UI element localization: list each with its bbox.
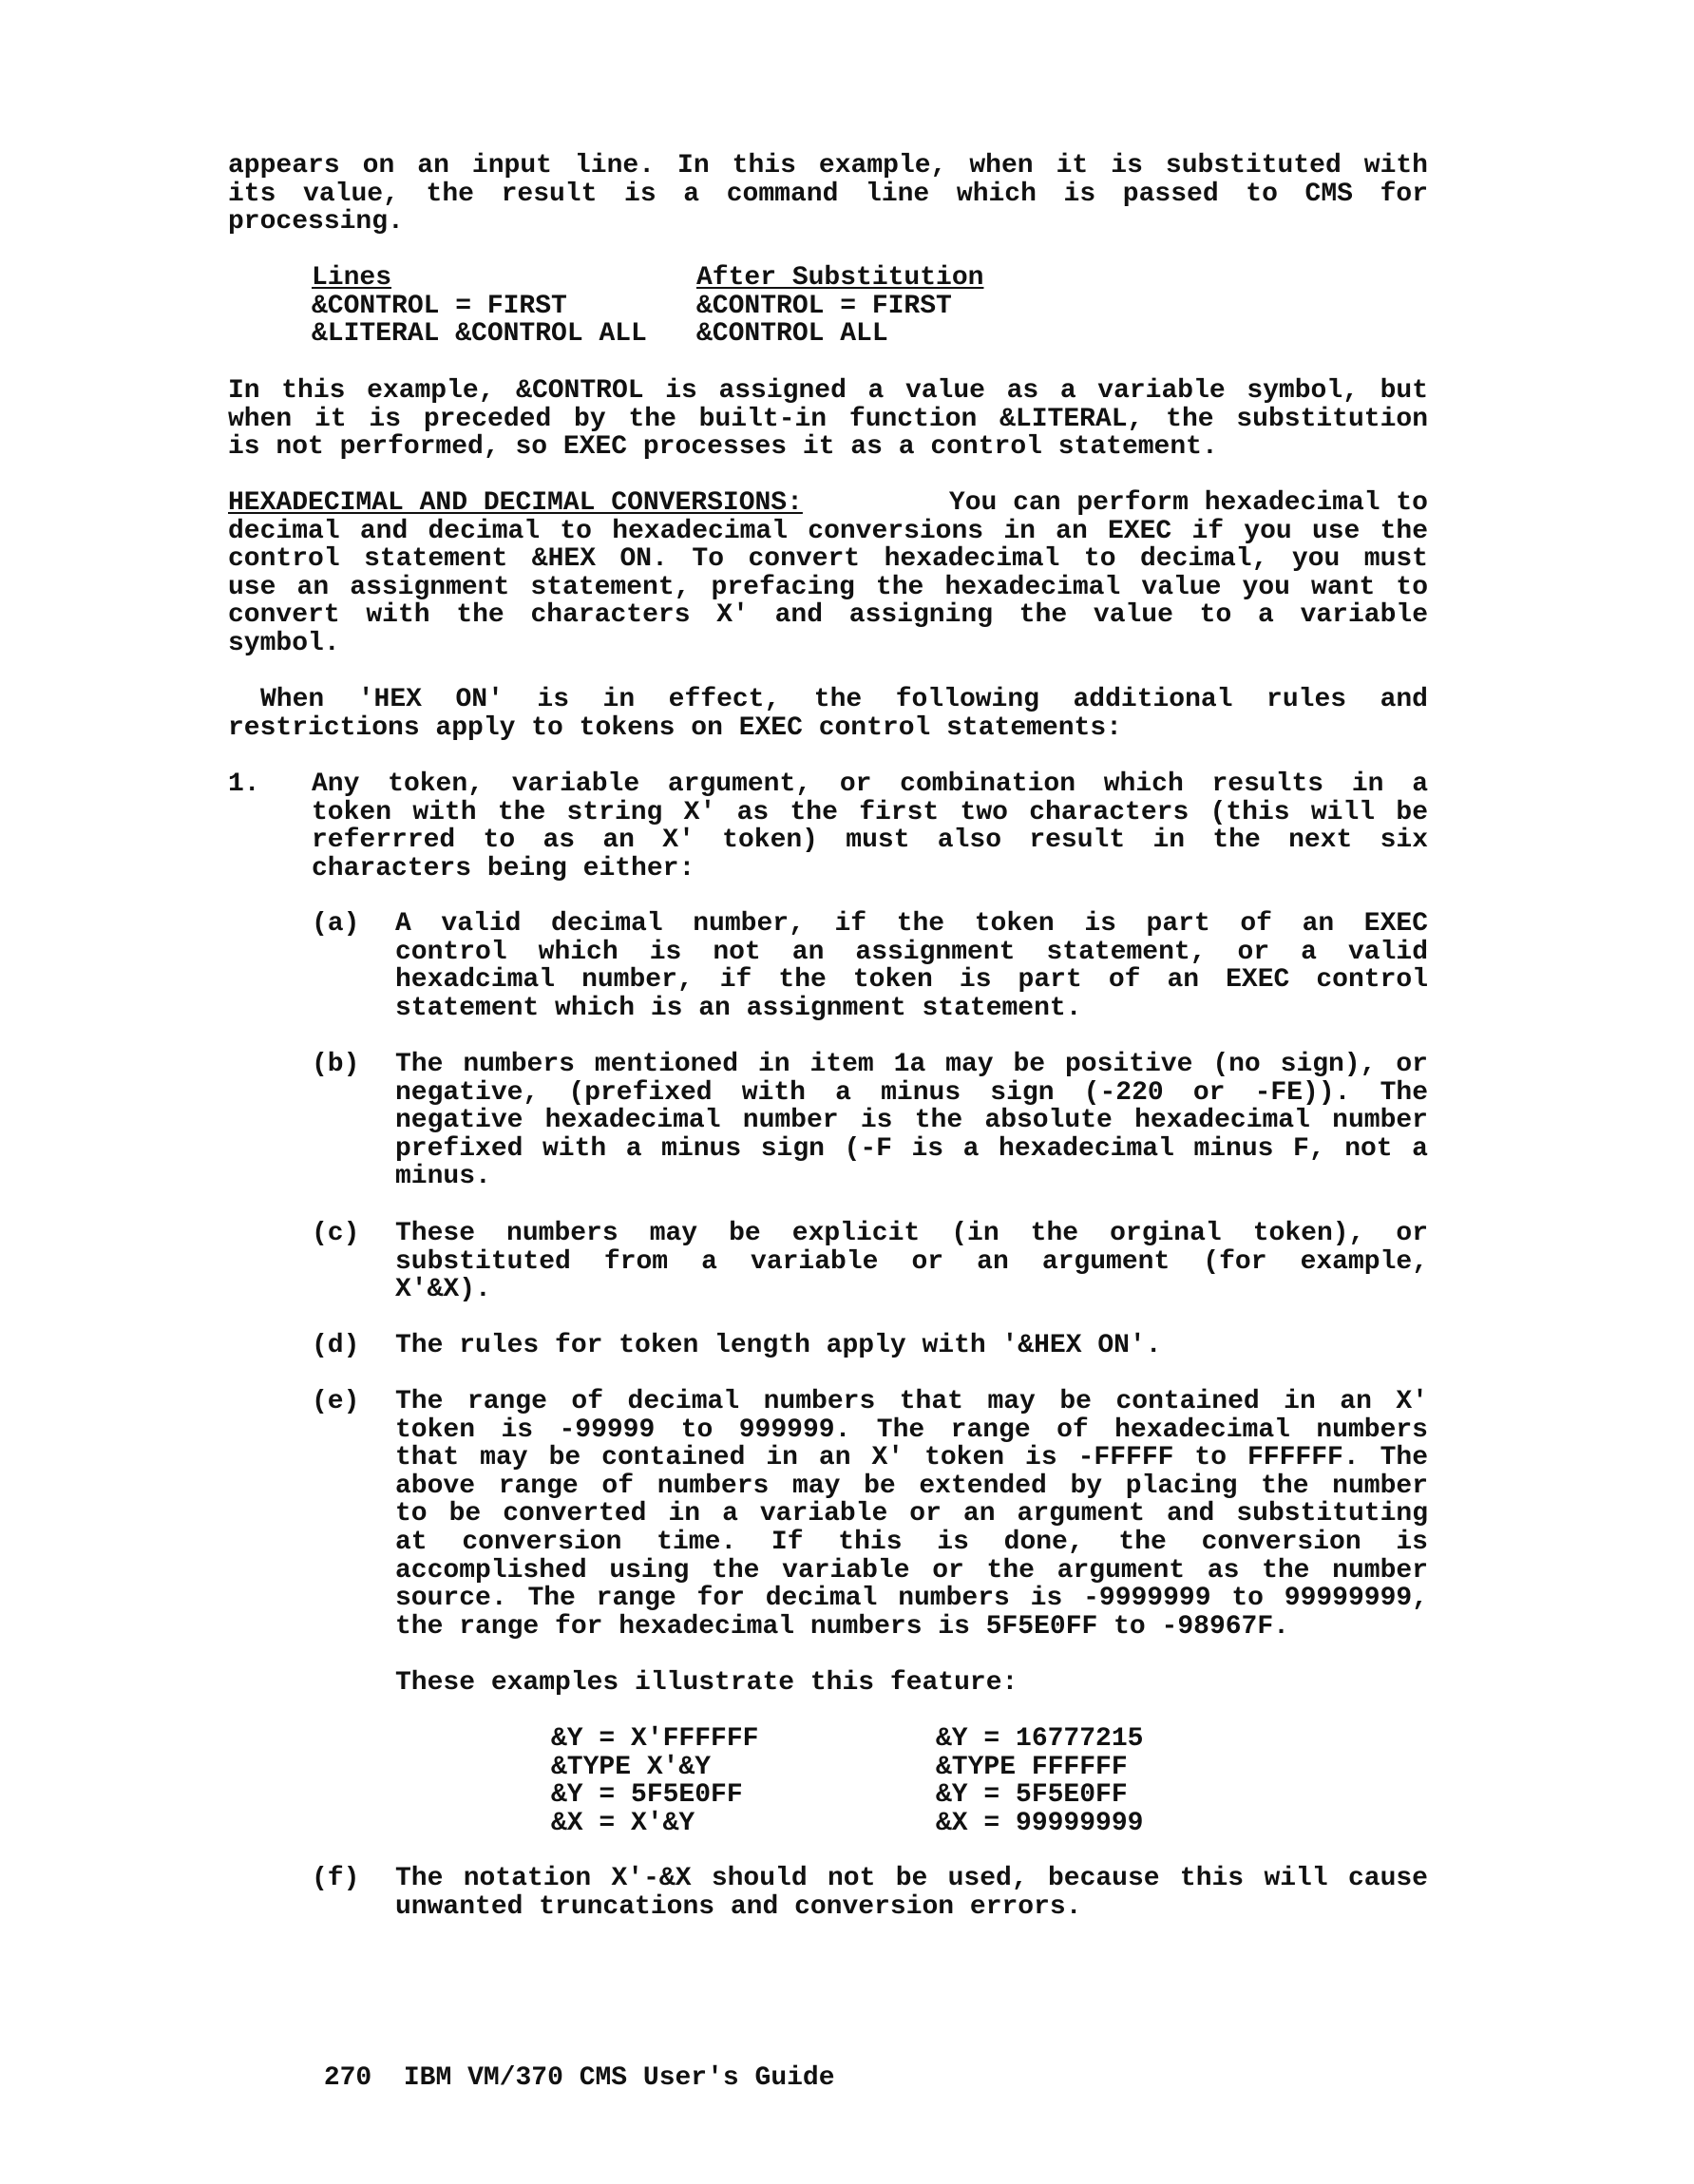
table-header-after: After Substitution [696,263,984,293]
intro-line: its value, the result is a command line which is passed to CMS for [228,179,1428,209]
table-cell: &LITERAL &CONTROL ALL [312,319,647,350]
subitem-line: The rules for token length apply with '&HEX ON'. [395,1331,1162,1360]
paragraph-line: You can perform hexadecimal to [948,488,1428,518]
subitem-label: (c) [312,1219,360,1248]
subitem-line: negative hexadecimal number is the absolute hexadecimal number [395,1106,1428,1136]
subitem-line: unwanted truncations and conversion errors. [395,1891,1082,1922]
subitem-f [395,1865,1428,1921]
when-paragraph [228,686,1428,742]
subitem-line: above range of numbers may be extended by placing the number [395,1471,1428,1501]
paragraph-line: restrictions apply to tokens on EXEC control statements: [228,712,1122,743]
example-table [312,264,1072,350]
paragraph-line: decimal and decimal to hexadecimal conversions in an EXEC if you use the [228,516,1428,546]
subitem-line: The range of decimal numbers that may be contained in an X' [395,1387,1428,1416]
subitem-line: control which is not an assignment statement, or a valid [395,937,1428,967]
examples-table [551,1725,1216,1839]
footer-title: IBM VM/370 CMS User's Guide [403,2062,835,2093]
subitem-line: to be converted in a variable or an argument and substituting [395,1499,1428,1529]
list-item-line: characters being either: [312,853,695,883]
subitem-a [395,910,1428,1022]
subitem-line: minus. [395,1162,491,1192]
hex-paragraph [228,489,1428,658]
subitem-line: negative, (prefixed with a minus sign (-220 or -FE)). The [395,1077,1428,1108]
subitem-line: accomplished using the variable or the argument as the number [395,1555,1428,1586]
subitem-b [395,1051,1428,1191]
paragraph-line: In this example, &CONTROL is assigned a value as a variable symbol, but [228,376,1428,406]
subitem-line: X'&X). [395,1275,491,1305]
example-cell: &Y = 5F5E0FF [936,1780,1128,1811]
intro-line: processing. [228,207,404,237]
paragraph-line: when it is preceded by the built-in function &LITERAL, the substitution [228,404,1428,434]
subitem-line: hexadcimal number, if the token is part of an EXEC control [395,965,1428,996]
subitem-line: statement which is an assignment statement. [395,993,1082,1023]
paragraph-line: When 'HEX ON' is in effect, the following additional rules and [260,685,1428,714]
paragraph-line: convert with the characters X' and assigning the value to a variable [228,600,1428,631]
page-number: 270 [323,2062,372,2093]
examples-intro: These examples illustrate this feature: [395,1668,1018,1698]
paragraph-line: symbol. [228,628,340,658]
table-header-lines: Lines [312,263,392,293]
list-item-line: Any token, variable argument, or combination which results in a [312,769,1428,799]
intro-paragraph [228,152,1428,237]
subitem-label: (f) [312,1864,360,1893]
list-item-line: referrred to as an X' token) must also result in the next six [312,826,1428,856]
example-cell: &Y = 5F5E0FF [551,1780,743,1811]
subitem-line: These numbers may be explicit (in the orginal token), or [395,1219,1428,1248]
paragraph-line: control statement &HEX ON. To convert hexadecimal to decimal, you must [228,544,1428,575]
table-cell: &CONTROL ALL [696,319,888,350]
subitem-label: (a) [312,909,360,939]
subitem-line: The numbers mentioned in item 1a may be positive (no sign), or [395,1050,1428,1079]
subitem-label: (e) [312,1387,360,1416]
paragraph-line: is not performed, so EXEC processes it as a control statement. [228,432,1218,463]
subitem-line: the range for hexadecimal numbers is 5F5E0FF to -98967F. [395,1611,1289,1642]
subitem-line: A valid decimal number, if the token is part of an EXEC [395,909,1428,939]
subitem-line: source. The range for decimal numbers is -9999999 to 99999999, [395,1584,1428,1614]
paragraph-control [228,377,1428,462]
subitem-line: at conversion time. If this is done, the conversion is [395,1527,1428,1557]
subitem-line: token is -99999 to 999999. The range of hexadecimal numbers [395,1415,1428,1445]
example-cell: &TYPE FFFFFF [936,1752,1128,1782]
list-item [312,770,1428,883]
subitem-d [395,1332,1428,1360]
table-cell: &CONTROL = FIRST [312,291,567,321]
subitem-line: that may be contained in an X' token is -FFFFF to FFFFFF. The [395,1443,1428,1473]
subitem-label: (d) [312,1331,360,1360]
example-cell: &TYPE X'&Y [551,1752,712,1782]
table-cell: &CONTROL = FIRST [696,291,952,321]
subitem-c [395,1220,1428,1304]
example-cell: &X = X'&Y [551,1808,695,1838]
example-cell: &X = 99999999 [936,1808,1144,1838]
intro-line: appears on an input line. In this example, when it is substituted with [228,151,1428,180]
paragraph-line: use an assignment statement, prefacing the hexadecimal value you want to [228,572,1428,602]
example-cell: &Y = 16777215 [936,1724,1144,1754]
subitem-line: The notation X'-&X should not be used, because this will cause [395,1864,1428,1893]
subitem-line: substituted from a variable or an argument (for example, [395,1246,1428,1277]
example-cell: &Y = X'FFFFFF [551,1724,759,1754]
hex-heading: HEXADECIMAL AND DECIMAL CONVERSIONS: [228,488,803,518]
list-item-line: token with the string X' as the first two characters (this will be [312,797,1428,827]
subitem-label: (b) [312,1050,360,1079]
list-item-label: 1. [228,769,260,799]
subitem-e [395,1388,1428,1641]
page-footer [228,2036,835,2093]
subitem-line: prefixed with a minus sign (-F is a hexadecimal minus F, not a [395,1133,1428,1164]
